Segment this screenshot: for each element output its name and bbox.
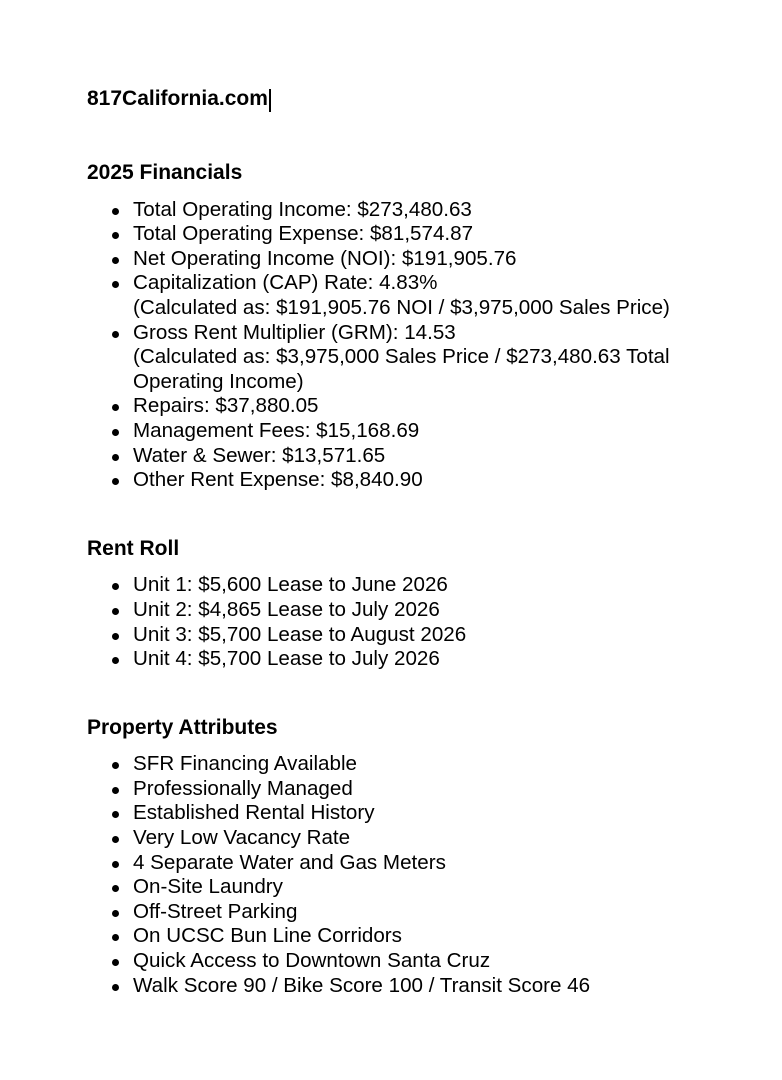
list-item[interactable] bbox=[87, 271, 694, 320]
list-item-text[interactable]: Quick Access to Downtown Santa Cruz bbox=[133, 949, 491, 973]
bullet-list bbox=[87, 752, 694, 998]
list-item[interactable] bbox=[87, 198, 694, 223]
list-item-text[interactable]: Total Operating Expense: $81,574.87 bbox=[133, 222, 474, 246]
list-item-text[interactable]: Established Rental History bbox=[133, 801, 375, 825]
list-item[interactable] bbox=[87, 647, 694, 672]
list-item-text[interactable]: Unit 4: $5,700 Lease to July 2026 bbox=[133, 647, 440, 671]
section-heading[interactable]: Property Attributes bbox=[87, 715, 278, 739]
list-item[interactable] bbox=[87, 468, 694, 493]
list-item-text[interactable]: Unit 2: $4,865 Lease to July 2026 bbox=[133, 597, 440, 621]
list-item-text[interactable]: Other Rent Expense: $8,840.90 bbox=[133, 468, 423, 492]
list-item[interactable] bbox=[87, 394, 694, 419]
list-item[interactable] bbox=[87, 623, 694, 648]
list-item[interactable] bbox=[87, 974, 694, 999]
list-item[interactable] bbox=[87, 752, 694, 777]
list-item[interactable] bbox=[87, 851, 694, 876]
list-item[interactable] bbox=[87, 321, 694, 395]
list-item-text[interactable]: Capitalization (CAP) Rate: 4.83% bbox=[133, 271, 438, 295]
list-item-text[interactable]: Gross Rent Multiplier (GRM): 14.53 bbox=[133, 320, 456, 344]
list-item[interactable] bbox=[87, 924, 694, 949]
list-item[interactable] bbox=[87, 573, 694, 598]
list-item-note[interactable]: (Calculated as: $3,975,000 Sales Price / $273,480.63 Total Operating Income) bbox=[133, 345, 670, 393]
list-item-text[interactable]: Very Low Vacancy Rate bbox=[133, 826, 351, 850]
document-content bbox=[0, 87, 782, 998]
list-item-text[interactable]: Professionally Managed bbox=[133, 776, 353, 800]
list-item-text[interactable]: Walk Score 90 / Bike Score 100 / Transit Score 46 bbox=[133, 973, 591, 997]
bullet-list bbox=[87, 198, 694, 493]
document-title[interactable] bbox=[87, 87, 694, 112]
list-item-text[interactable]: Management Fees: $15,168.69 bbox=[133, 418, 420, 442]
list-item-text[interactable]: Off-Street Parking bbox=[133, 899, 298, 923]
list-item[interactable] bbox=[87, 801, 694, 826]
list-item[interactable] bbox=[87, 777, 694, 802]
list-item[interactable] bbox=[87, 900, 694, 925]
list-item-text[interactable]: Net Operating Income (NOI): $191,905.76 bbox=[133, 246, 517, 270]
list-item-text[interactable]: On UCSC Bun Line Corridors bbox=[133, 924, 402, 948]
list-item-text[interactable]: Total Operating Income: $273,480.63 bbox=[133, 197, 472, 221]
list-item-text[interactable]: Unit 1: $5,600 Lease to June 2026 bbox=[133, 573, 448, 597]
document-section bbox=[87, 716, 694, 999]
document-body bbox=[87, 161, 694, 998]
list-item-text[interactable]: SFR Financing Available bbox=[133, 752, 357, 776]
list-item[interactable] bbox=[87, 949, 694, 974]
text-cursor-caret bbox=[269, 89, 271, 112]
list-item-text[interactable]: On-Site Laundry bbox=[133, 875, 283, 899]
list-item[interactable] bbox=[87, 875, 694, 900]
list-item[interactable] bbox=[87, 826, 694, 851]
list-item[interactable] bbox=[87, 598, 694, 623]
document-section bbox=[87, 161, 694, 493]
list-item-text[interactable]: Repairs: $37,880.05 bbox=[133, 394, 319, 418]
list-item-note[interactable]: (Calculated as: $191,905.76 NOI / $3,975,000 Sales Price) bbox=[133, 295, 670, 319]
list-item-text[interactable]: Unit 3: $5,700 Lease to August 2026 bbox=[133, 622, 467, 646]
section-heading[interactable]: Rent Roll bbox=[87, 536, 180, 560]
list-item[interactable] bbox=[87, 247, 694, 272]
section-heading[interactable]: 2025 Financials bbox=[87, 161, 243, 184]
list-item-text[interactable]: 4 Separate Water and Gas Meters bbox=[133, 850, 446, 874]
document-title-text[interactable]: 817California.com bbox=[87, 87, 268, 110]
list-item[interactable] bbox=[87, 444, 694, 469]
list-item[interactable] bbox=[87, 222, 694, 247]
list-item-text[interactable]: Water & Sewer: $13,571.65 bbox=[133, 443, 386, 467]
bullet-list bbox=[87, 573, 694, 671]
list-item[interactable] bbox=[87, 419, 694, 444]
document-section bbox=[87, 537, 694, 672]
